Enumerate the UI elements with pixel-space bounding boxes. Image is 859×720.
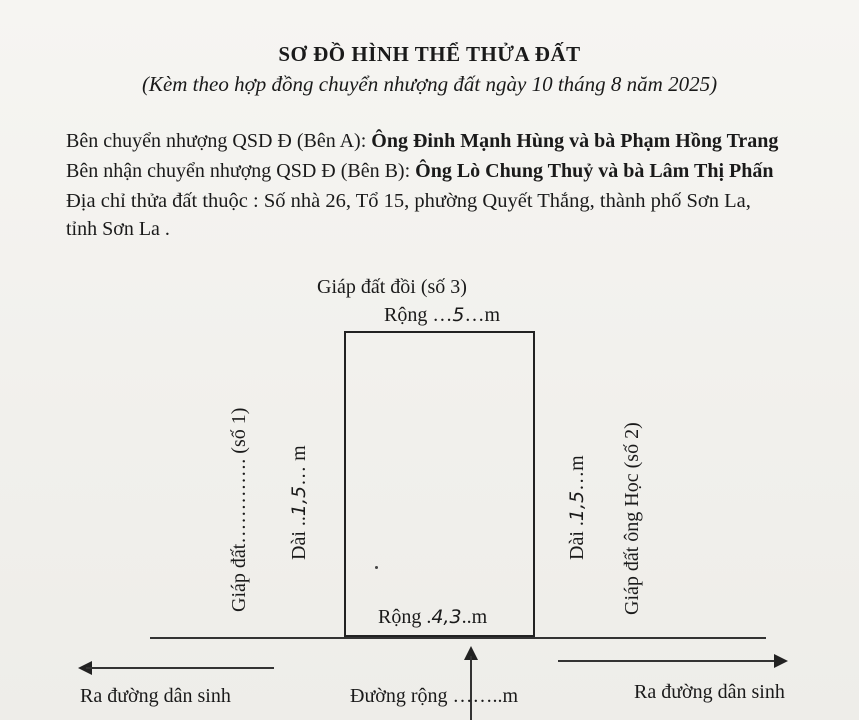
arrow-right-shaft [558,660,780,662]
left-neighbor-label: Giáp đất…………. (số 1) [228,407,250,612]
plot-dot [375,566,378,569]
bottom-width-label [378,606,487,629]
arrow-left-shaft [86,667,274,669]
bottom-width-prefix: Rộng . [378,606,432,628]
right-neighbor-label: Giáp đất ông Học (số 2) [621,422,643,615]
bottom-width-suffix: ..m [461,606,488,628]
top-width-value: 5 [452,304,465,326]
address-line-1: Địa chỉ thửa đất thuộc : Số nhà 26, Tổ 15, phường Quyết Thắng, thành phố Sơn La, [66,190,751,212]
left-length-value: 1,5 [288,485,310,517]
top-width-suffix: …m [464,304,500,326]
top-width-label [384,304,500,327]
document-title: SƠ ĐỒ HÌNH THỂ THỬA ĐẤT [278,42,581,66]
party-a-names: Ông Đinh Mạnh Hùng và bà Phạm Hồng Trang [371,130,779,152]
right-length-label [566,455,589,560]
right-length-prefix: Dài . [566,521,588,560]
arrow-right-icon [774,654,788,668]
road-left-label: Ra đường dân sinh [80,685,231,707]
right-length-value: 1,5 [566,490,588,522]
road-middle-label: Đường rộng ……..m [350,685,519,707]
left-length-prefix: Dài .. [288,516,310,560]
party-b-prefix: Bên nhận chuyển nhượng QSD Đ (Bên B): [66,160,416,182]
road-right-label: Ra đường dân sinh [634,681,785,703]
road-edge-line [150,637,766,639]
party-a-line [66,130,778,153]
top-neighbor-label: Giáp đất đồi (số 3) [317,276,467,298]
party-b-line [66,160,773,183]
top-width-prefix: Rộng … [384,304,453,326]
document-subtitle: (Kèm theo hợp đồng chuyển nhượng đất ngày 10 tháng 8 năm 2025) [141,72,718,96]
land-plot-rectangle [344,331,535,637]
left-length-suffix: … m [288,445,310,486]
bottom-width-value: 4,3 [431,606,462,628]
party-b-names: Ông Lò Chung Thuỷ và bà Lâm Thị Phấn [415,160,774,182]
address-line-2: tỉnh Sơn La . [66,218,170,240]
right-length-suffix: …m [566,455,588,491]
left-length-label [288,445,311,560]
party-a-prefix: Bên chuyển nhượng QSD Đ (Bên A): [66,130,372,152]
